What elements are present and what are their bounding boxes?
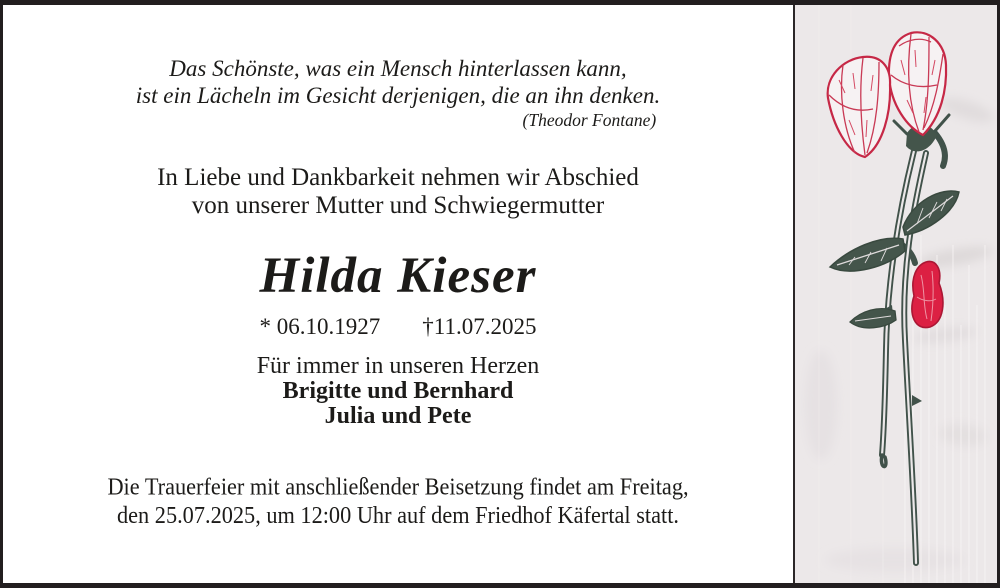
farewell-intro-line-2: von unserer Mutter und Schwiegermutter: [191, 192, 605, 219]
funeral-details: [15, 472, 781, 529]
life-dates: [3, 313, 793, 340]
family-line: Für immer in unseren Herzen: [256, 353, 540, 379]
family-block: [3, 354, 793, 429]
mourners-line-2: Julia und Pete: [324, 403, 472, 429]
fallen-petal: [912, 261, 943, 327]
quote-line-2: ist ein Lächeln im Gesicht derjenigen, die an ihn denken.: [135, 83, 661, 108]
birth-date: * 06.10.1927: [259, 314, 381, 339]
funeral-line-1: Die Trauerfeier mit anschließender Beisetzung findet am Freitag,: [107, 473, 689, 500]
embroidered-roses-image: [795, 5, 997, 583]
death-date: †11.07.2025: [422, 314, 537, 339]
funeral-line-2: den 25.07.2025, um 12:00 Uhr auf dem Friedhof Käfertal statt.: [117, 501, 679, 529]
memorial-quote: [136, 55, 660, 131]
memorial-photo: [793, 5, 997, 583]
farewell-intro-line-1: In Liebe und Dankbarkeit nehmen wir Abschied: [157, 164, 639, 191]
farewell-intro: [3, 164, 793, 220]
mourners-line-1: Brigitte und Bernhard: [282, 378, 514, 404]
quote-line-1: Das Schönste, was ein Mensch hinterlassen kann,: [169, 56, 627, 81]
quote-attribution: (Theodor Fontane): [522, 110, 657, 130]
deceased-name: Hilda Kieser: [259, 248, 537, 304]
obituary-text-column: [3, 5, 793, 583]
